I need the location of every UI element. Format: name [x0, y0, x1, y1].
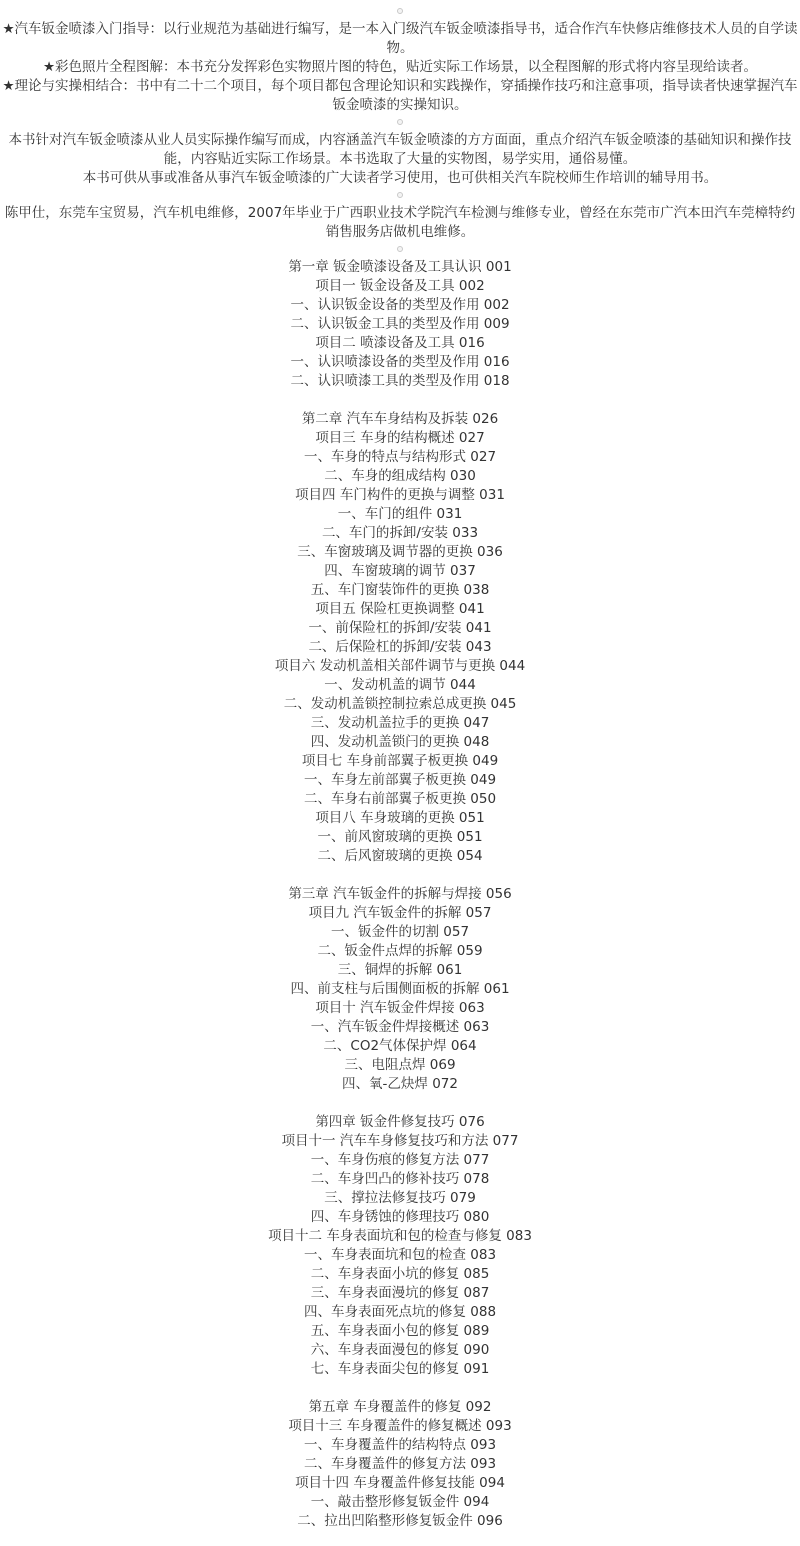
toc-entry: 七、车身表面尖包的修复 091	[310, 1361, 490, 1377]
toc-chapter-heading: 第四章 钣金件修复技巧 076	[315, 1114, 485, 1130]
toc-chapter-heading: 第五章 车身覆盖件的修复 092	[308, 1399, 492, 1415]
toc-entry: 四、车窗玻璃的调节 037	[324, 563, 476, 579]
toc-entry: 四、前支柱与后围侧面板的拆解 061	[290, 981, 510, 997]
toc-entry: 三、撑拉法修复技巧 079	[324, 1190, 476, 1206]
toc-entry: 项目十三 车身覆盖件的修复概述 093	[288, 1418, 512, 1434]
summary	[0, 131, 800, 188]
toc-entry: 四、车身锈蚀的修理技巧 080	[310, 1209, 490, 1225]
toc-entry: 二、CO2气体保护焊 064	[323, 1038, 477, 1054]
toc-chapter-heading: 第三章 汽车钣金件的拆解与焊接 056	[288, 886, 512, 902]
toc-entry: 二、车身表面小坑的修复 085	[310, 1266, 490, 1282]
toc-entry: 二、认识喷漆工具的类型及作用 018	[290, 373, 510, 389]
toc-chapter-2	[2, 410, 798, 866]
toc-chapter-5	[2, 1398, 798, 1531]
summary-paragraph: 本书可供从事或准备从事汽车钣金喷漆的广大读者学习使用，也可供相关汽车院校师生作培训的辅导用书。	[82, 170, 718, 186]
toc-entry: 一、前风窗玻璃的更换 051	[317, 829, 483, 845]
feature-1: ★汽车钣金喷漆入门指导：以行业规范为基础进行编写，是一本入门级汽车钣金喷漆指导书，适合作汽车快修店维修技术人员的自学读物。	[2, 21, 798, 56]
toc-entry: 三、铜焊的拆解 061	[337, 962, 463, 978]
toc-chapter-1	[2, 258, 798, 391]
toc-entry: 一、车身覆盖件的结构特点 093	[303, 1437, 497, 1453]
toc-entry: 一、汽车钣金件焊接概述 063	[310, 1019, 490, 1035]
toc-entry: 项目六 发动机盖相关部件调节与更换 044	[274, 658, 526, 674]
separator-dot	[397, 8, 403, 14]
toc-entry: 四、氧-乙炔焊 072	[342, 1076, 458, 1092]
toc-entry: 一、认识钣金设备的类型及作用 002	[290, 297, 510, 313]
author-bio	[0, 204, 800, 242]
toc-entry: 项目一 钣金设备及工具 002	[315, 278, 485, 294]
toc-entry: 一、前保险杠的拆卸/安装 041	[308, 620, 492, 636]
toc-entry: 一、认识喷漆设备的类型及作用 016	[290, 354, 510, 370]
toc-entry: 二、拉出凹陷整形修复钣金件 096	[297, 1513, 503, 1529]
toc-entry: 二、后风窗玻璃的更换 054	[317, 848, 483, 864]
toc-entry: 二、钣金件点焊的拆解 059	[317, 943, 483, 959]
toc-entry: 项目四 车门构件的更换与调整 031	[295, 487, 505, 503]
toc-entry: 一、发动机盖的调节 044	[324, 677, 476, 693]
toc-entry: 二、车身的组成结构 030	[324, 468, 476, 484]
toc-chapter-heading: 第二章 汽车车身结构及拆装 026	[301, 411, 499, 427]
toc-entry: 项目十四 车身覆盖件修复技能 094	[295, 1475, 505, 1491]
separator-dot	[397, 246, 403, 252]
author-text: 陈甲仕，东莞车宝贸易，汽车机电维修，2007年毕业于广西职业技术学院汽车检测与维修专业，曾经在东莞市广汽本田汽车莞樟特约销售服务店做机电维修。	[4, 205, 796, 240]
toc-chapter-4	[2, 1113, 798, 1379]
toc-entry: 二、车身右前部翼子板更换 050	[303, 791, 497, 807]
toc-entry: 项目十一 汽车车身修复技巧和方法 077	[281, 1133, 519, 1149]
toc-entry: 四、发动机盖锁闩的更换 048	[310, 734, 490, 750]
toc-entry: 项目八 车身玻璃的更换 051	[315, 810, 485, 826]
toc-entry: 项目十 汽车钣金件焊接 063	[315, 1000, 485, 1016]
toc-entry: 项目二 喷漆设备及工具 016	[315, 335, 485, 351]
toc-entry: 项目五 保险杠更换调整 041	[315, 601, 485, 617]
summary-paragraph: 本书针对汽车钣金喷漆从业人员实际操作编写而成，内容涵盖汽车钣金喷漆的方方面面，重点介绍汽车钣金喷漆的基础知识和操作技能，内容贴近实际工作场景。本书选取了大量的实物图，易学实用，通俗易懂。	[8, 132, 792, 167]
feature-list	[0, 20, 800, 115]
toc-entry: 二、车身凹凸的修补技巧 078	[310, 1171, 490, 1187]
toc-entry: 三、发动机盖拉手的更换 047	[310, 715, 490, 731]
toc-entry: 四、车身表面死点坑的修复 088	[303, 1304, 497, 1320]
toc-entry: 五、车门窗装饰件的更换 038	[310, 582, 490, 598]
toc-entry: 一、车门的组件 031	[337, 506, 463, 522]
toc-entry: 三、车窗玻璃及调节器的更换 036	[297, 544, 503, 560]
toc-entry: 三、车身表面漫坑的修复 087	[310, 1285, 490, 1301]
toc-entry: 一、车身表面坑和包的检查 083	[303, 1247, 497, 1263]
feature-2: ★彩色照片全程图解：本书充分发挥彩色实物照片图的特色，贴近实际工作场景，以全程图解的形式将内容呈现给读者。	[42, 59, 758, 75]
toc-entry: 一、钣金件的切割 057	[330, 924, 470, 940]
table-of-contents	[0, 258, 800, 1531]
toc-entry: 一、车身的特点与结构形式 027	[303, 449, 497, 465]
toc-entry: 五、车身表面小包的修复 089	[310, 1323, 490, 1339]
toc-entry: 项目七 车身前部翼子板更换 049	[301, 753, 499, 769]
separator-dot	[397, 192, 403, 198]
feature-3: ★理论与实操相结合：书中有二十二个项目，每个项目都包含理论知识和实践操作，穿插操作技巧和注意事项，指导读者快速掌握汽车钣金喷漆的实操知识。	[2, 78, 798, 113]
toc-entry: 二、发动机盖锁控制拉索总成更换 045	[283, 696, 517, 712]
toc-chapter-heading: 第一章 钣金喷漆设备及工具认识 001	[288, 259, 512, 275]
toc-entry: 一、车身左前部翼子板更换 049	[303, 772, 497, 788]
toc-entry: 项目三 车身的结构概述 027	[315, 430, 485, 446]
toc-chapter-3	[2, 885, 798, 1094]
toc-entry: 项目九 汽车钣金件的拆解 057	[308, 905, 492, 921]
toc-entry: 项目十二 车身表面坑和包的检查与修复 083	[268, 1228, 532, 1244]
toc-entry: 一、车身伤痕的修复方法 077	[310, 1152, 490, 1168]
toc-entry: 三、电阻点焊 069	[344, 1057, 456, 1073]
toc-entry: 二、后保险杠的拆卸/安装 043	[308, 639, 492, 655]
toc-entry: 二、认识钣金工具的类型及作用 009	[290, 316, 510, 332]
toc-entry: 二、车身覆盖件的修复方法 093	[303, 1456, 497, 1472]
separator-dot	[397, 119, 403, 125]
toc-entry: 六、车身表面漫包的修复 090	[310, 1342, 490, 1358]
toc-entry: 二、车门的拆卸/安装 033	[321, 525, 479, 541]
toc-entry: 一、敲击整形修复钣金件 094	[310, 1494, 490, 1510]
